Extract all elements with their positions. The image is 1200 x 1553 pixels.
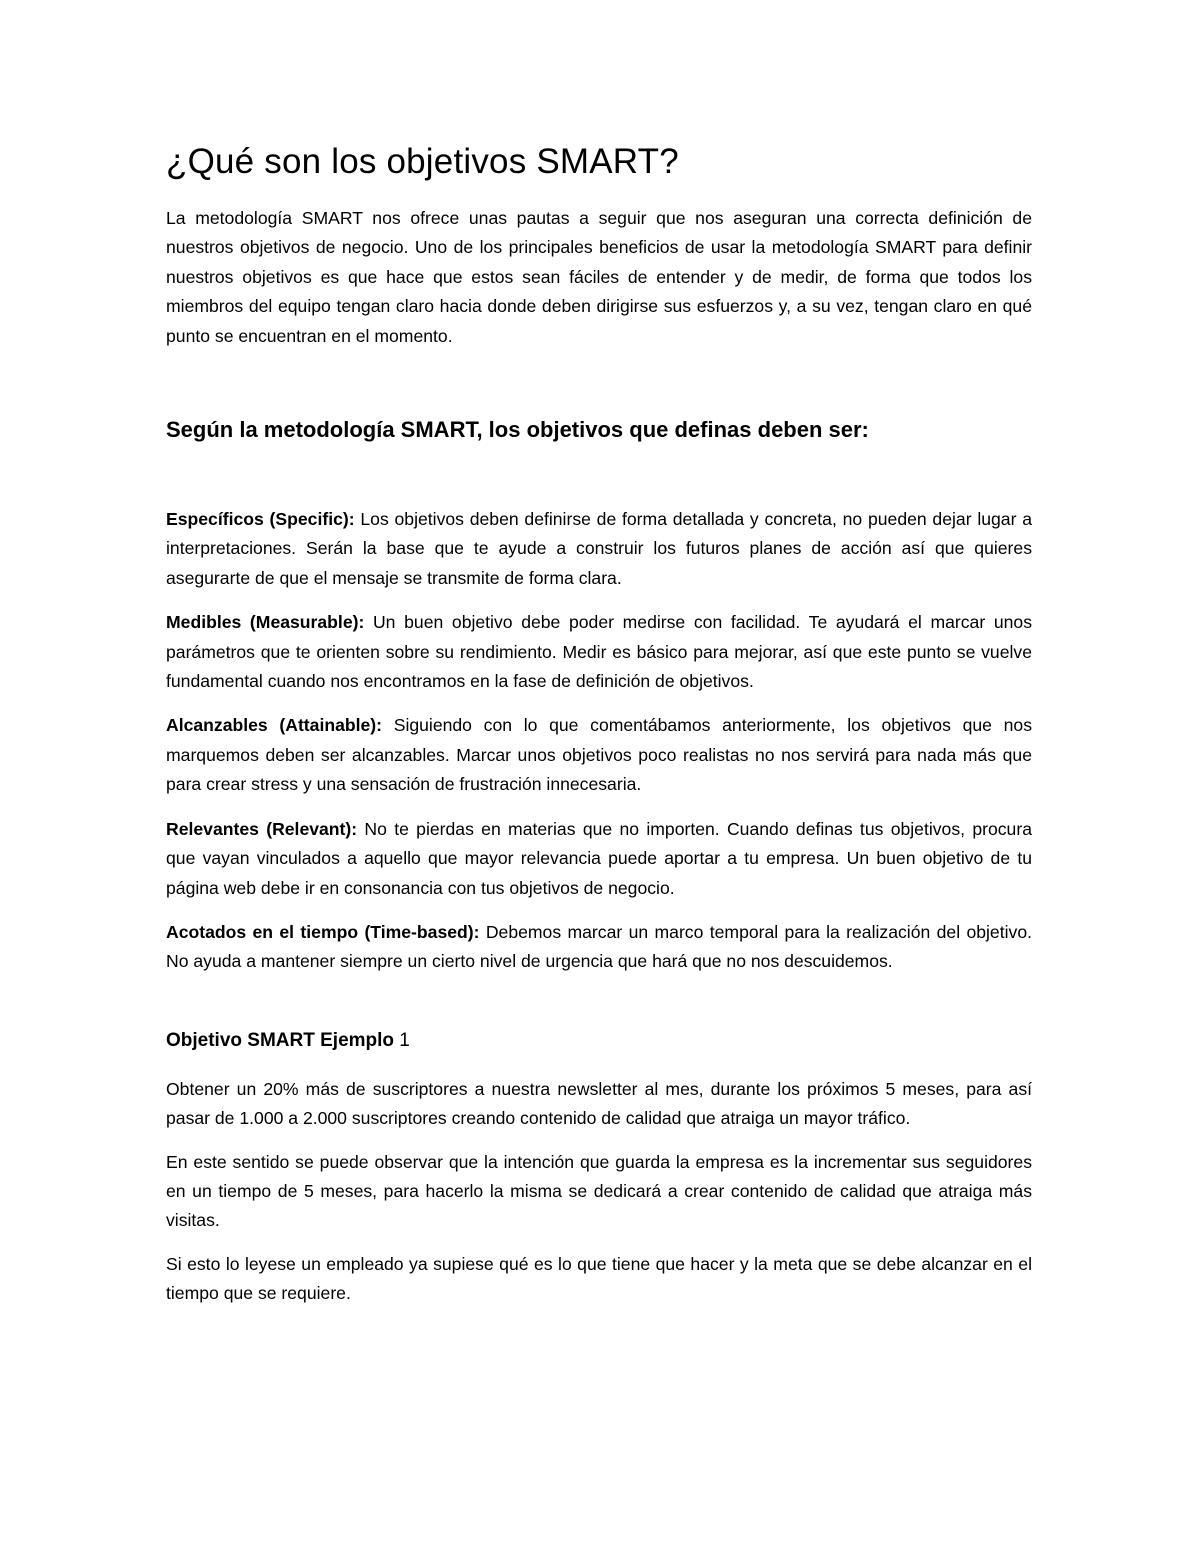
definition-term: Acotados en el tiempo (Time-based): <box>166 921 480 942</box>
document-page <box>166 140 1032 1323</box>
section-heading: Según la metodología SMART, los objetivos que definas deben ser: <box>166 417 869 443</box>
example-heading <box>166 1027 1032 1055</box>
definition-text: Un buen objetivo debe poder medirse con facilidad. Te ayudará el marcar unos parámetros que te orienten sobre su rendimiento. Medir es básico para mejorar, así que este punto se vuelve fundamental cuando nos encontramos en la fase de definición de objetivos. <box>166 612 1032 692</box>
example-paragraph: Obtener un 20% más de suscriptores a nuestra newsletter al mes, durante los próximos 5 meses, para así pasar de 1.000 a 2.000 suscriptores creando contenido de calidad que atraiga un mayor tráfico. <box>166 1078 1032 1129</box>
definition-text: Siguiendo con lo que comentábamos anteriormente, los objetivos que nos marquemos deben ser alcanzables. Marcar unos objetivos poco realistas no nos servirá para nada más que para crear stress y una sensación de frustración innecesaria. <box>166 715 1032 795</box>
definition-text: Los objetivos deben definirse de forma detallada y concreta, no pueden dejar lugar a interpretaciones. Serán la base que te ayude a construir los futuros planes de acción así que quieres asegurarte de que el mensaje se transmite de forma clara. <box>166 509 1032 588</box>
example-heading-text: Objetivo SMART Ejemplo <box>166 1029 395 1051</box>
page-title: ¿Qué son los objetivos SMART? <box>166 142 679 181</box>
definition-term: Alcanzables (Attainable): <box>166 715 383 736</box>
definition-term: Relevantes (Relevant): <box>166 818 358 839</box>
definition-text: Debemos marcar un marco temporal para la realización del objetivo. No ayuda a mantener siempre un cierto nivel de urgencia que hará que no nos descuidemos. <box>166 921 1032 972</box>
definition-attainable <box>166 711 1032 799</box>
example-paragraph: Si esto lo leyese un empleado ya supiese qué es lo que tiene que hacer y la meta que se debe alcanzar en el tiempo que se requiere. <box>166 1253 1032 1304</box>
definition-relevant <box>166 815 1032 903</box>
definition-measurable <box>166 608 1032 696</box>
definition-time-based <box>166 918 1032 977</box>
definition-text: No te pierdas en materias que no importen. Cuando definas tus objetivos, procura que vayan vinculados a aquello que mayor relevancia puede aportar a tu empresa. Un buen objetivo de tu página web debe ir en consonancia con tus objetivos de negocio. <box>166 818 1032 898</box>
definition-term: Medibles (Measurable): <box>166 612 365 633</box>
example-paragraph: En este sentido se puede observar que la intención que guarda la empresa es la incrementar sus seguidores en un tiempo de 5 meses, para hacerlo la misma se dedicará a crear contenido de calidad que atraiga más visitas. <box>166 1151 1032 1231</box>
definition-term: Específicos (Specific): <box>166 509 355 530</box>
definition-specific <box>166 505 1032 593</box>
intro-paragraph: La metodología SMART nos ofrece unas pautas a seguir que nos aseguran una correcta definición de nuestros objetivos de negocio. Uno de los principales beneficios de usar la metodología SMART para definir nuestros objetivos es que hace que estos sean fáciles de entender y de medir, de forma que todos los miembros del equipo tengan claro hacia donde deben dirigirse sus esfuerzos y, a su vez, tengan claro en qué punto se encuentran en el momento. <box>166 208 1032 346</box>
example-heading-number: 1 <box>394 1029 410 1051</box>
